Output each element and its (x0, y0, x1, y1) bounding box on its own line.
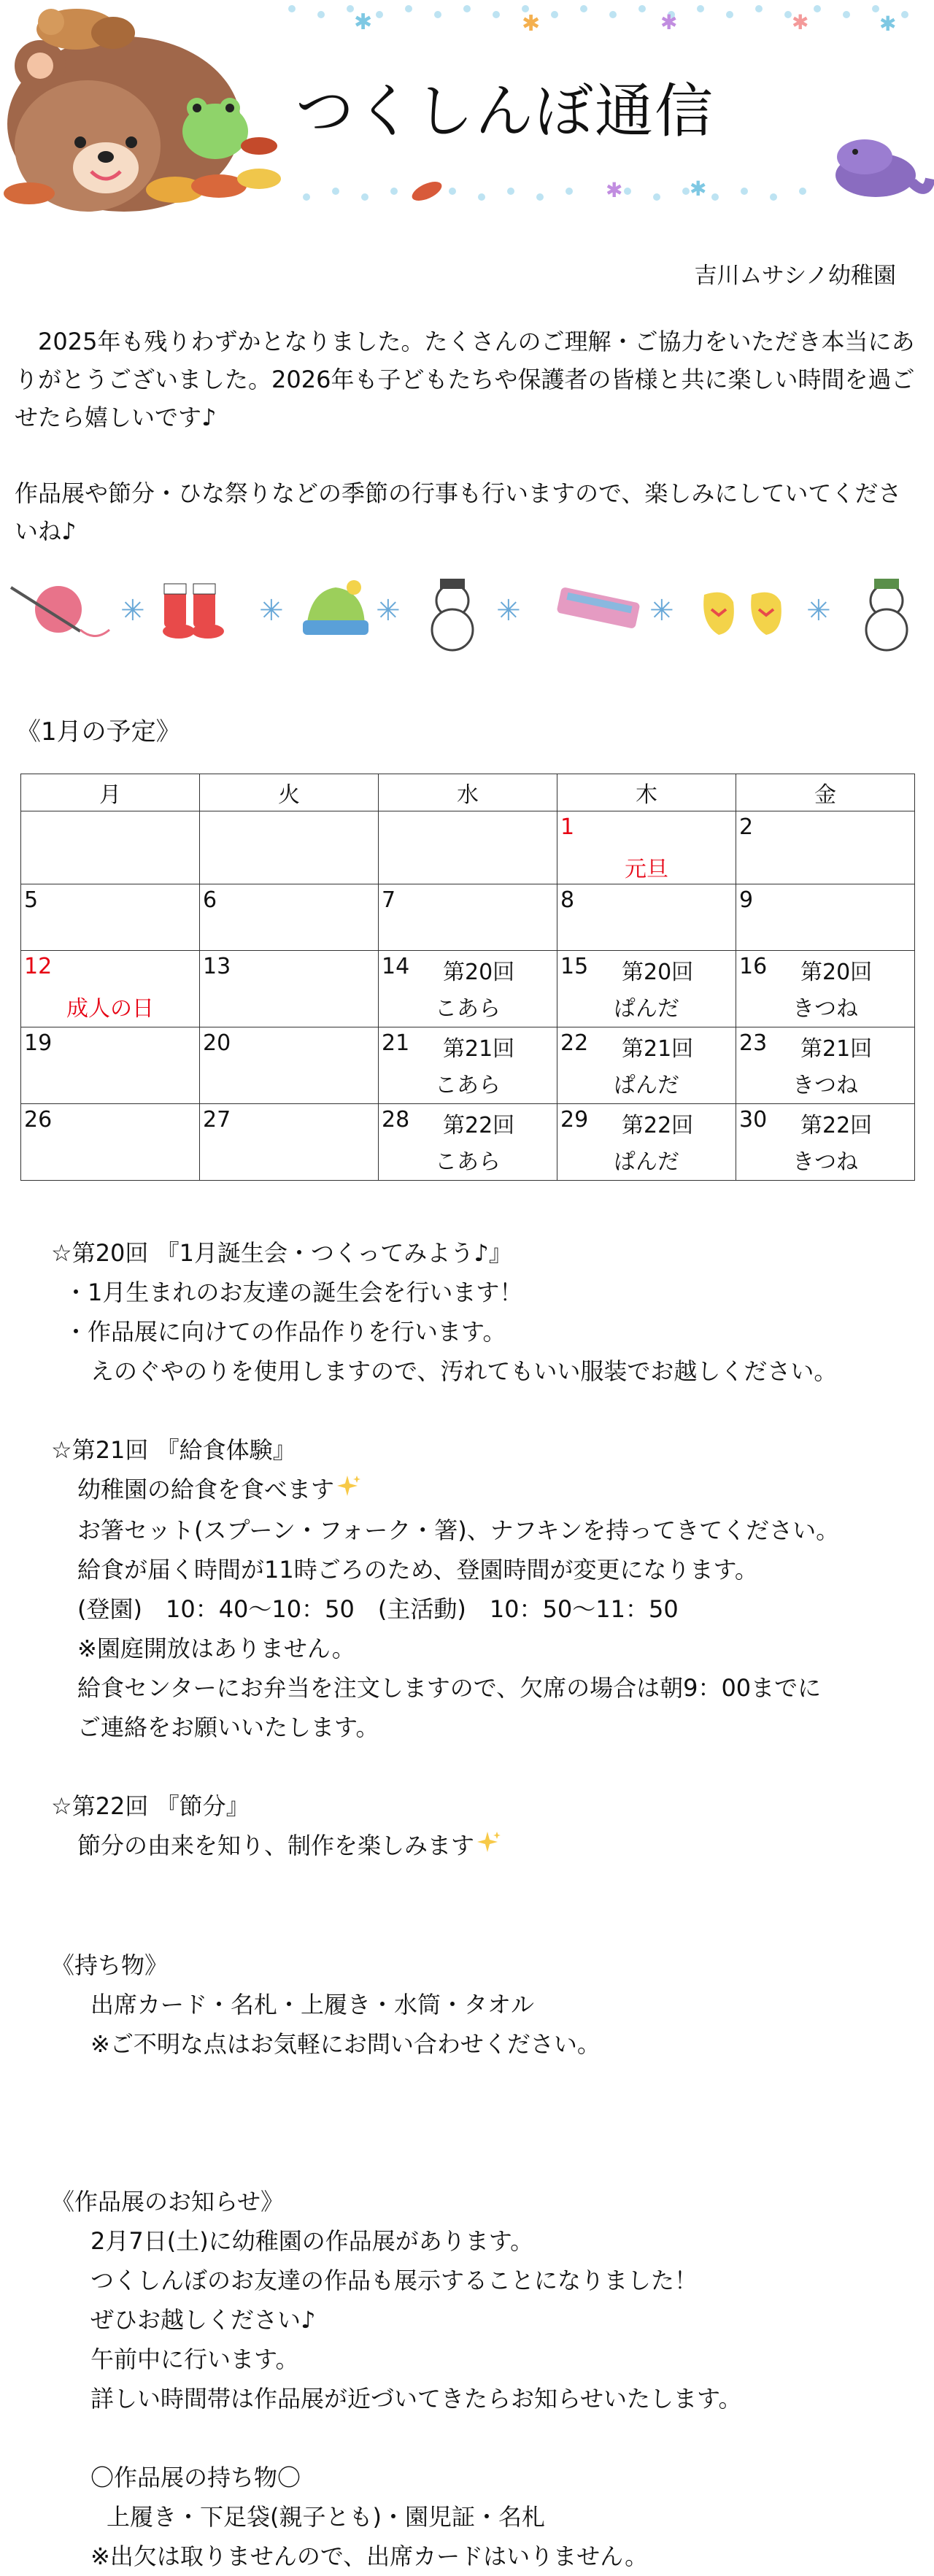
calendar-day-cell (736, 951, 915, 1027)
snowflake-icon: ✳ (649, 594, 674, 628)
svg-text:✱: ✱ (354, 9, 373, 35)
day-number: 20 (203, 1030, 231, 1056)
exhibition-items-heading: 〇作品展の持ち物〇 (90, 2464, 301, 2491)
day-number: 27 (203, 1107, 231, 1133)
session-number: 第22回 (622, 1113, 694, 1138)
intro-paragraph: 作品展や節分・ひな祭りなどの季節の行事も行いますので、楽しみにしていてくださいね♪ (15, 479, 902, 545)
belongings-line: ※ご不明な点はお気軽にお問い合わせください。 (90, 2030, 601, 2058)
svg-text:✱: ✱ (690, 177, 707, 201)
calendar-day-cell (21, 811, 200, 884)
day-number: 1 (560, 814, 575, 840)
session-line: ・1月生まれのお友達の誕生会を行います！ (64, 1279, 523, 1306)
calendar-day-cell (379, 951, 557, 1027)
page-title: つくしんぼ通信 (296, 77, 714, 145)
socks-icon (163, 584, 224, 639)
day-number: 12 (24, 954, 53, 979)
session-line-text: 幼稚園の給食を食べます (77, 1476, 335, 1503)
calendar-week-row (21, 884, 915, 951)
january-calendar (20, 774, 915, 1181)
calendar-week-row (21, 951, 915, 1027)
session-line: ご連絡をお願いいたします。 (77, 1713, 379, 1741)
snowman-icon (432, 579, 473, 650)
session-title: ☆第22回 『節分』 (51, 1792, 250, 1820)
calendar-day-cell (557, 884, 736, 951)
snake-icon (835, 139, 930, 197)
calendar-day-cell (200, 1104, 379, 1181)
day-number: 2 (739, 814, 754, 840)
session-line: お箸セット(スプーン・フォーク・箸)、ナフキンを持ってきてください。 (77, 1516, 840, 1544)
exhibition-line: 詳しい時間帯は作品展が近づいてきたらお知らせいたします。 (90, 2385, 742, 2413)
day-number: 13 (203, 954, 231, 979)
day-number: 14 (382, 954, 410, 979)
day-number: 21 (382, 1030, 410, 1056)
calendar-day-cell (379, 1104, 557, 1181)
section-heading: 《持ち物》 (51, 1951, 169, 1979)
frog-icon (182, 98, 248, 159)
day-number: 23 (739, 1030, 768, 1056)
session-number: 第20回 (800, 960, 873, 985)
calendar-day-cell (200, 951, 379, 1027)
squirrel-icon (36, 9, 135, 50)
calendar-day-cell (200, 1027, 379, 1104)
class-group-label: きつね (792, 1073, 858, 1098)
exhibition-line: ぜひお越しください♪ (90, 2306, 316, 2334)
calendar-day-cell (557, 1027, 736, 1104)
session-line: えのぐやのりを使用しますので、汚れてもいい服装でお越しください。 (90, 1357, 838, 1385)
day-number: 26 (24, 1107, 53, 1133)
header-banner (0, 0, 934, 219)
day-number: 6 (203, 887, 217, 913)
exhibition-note: ※出欠は取りませんので、出席カードはいりません。 (90, 2542, 649, 2570)
snowman-icon (866, 579, 907, 650)
session-title: ☆第21回 『給食体験』 (51, 1436, 296, 1464)
calendar-day-cell (21, 951, 200, 1027)
calendar-day-cell (736, 884, 915, 951)
calendar-day-cell (379, 1027, 557, 1104)
day-number: 30 (739, 1107, 768, 1133)
calendar-heading: 《1月の予定》 (16, 717, 181, 747)
intro-message (15, 323, 919, 550)
knit-hat-icon (303, 580, 368, 635)
sparkle-icon (337, 1471, 362, 1511)
weekday-header: 火 (200, 774, 379, 811)
svg-text:✱: ✱ (606, 178, 623, 202)
session-number: 第20回 (443, 960, 515, 985)
day-number: 5 (24, 887, 39, 913)
day-number: 9 (739, 887, 754, 913)
calendar-day-cell (379, 811, 557, 884)
holiday-label: 元旦 (625, 857, 668, 882)
session-line-text: 節分の由来を知り、制作を楽しみます (77, 1832, 475, 1859)
session-number: 第21回 (622, 1036, 694, 1062)
session-number: 第20回 (622, 960, 694, 985)
section-heading: 《作品展のお知らせ》 (51, 2188, 285, 2216)
snowflake-icon: ✳ (376, 594, 401, 628)
snowflake-icon: ✳ (120, 594, 145, 628)
day-number: 29 (560, 1107, 589, 1133)
yarn-icon (11, 586, 109, 636)
calendar-day-cell (557, 811, 736, 884)
day-number: 19 (24, 1030, 53, 1056)
class-group-label: こあら (435, 1149, 501, 1175)
calendar-day-cell (200, 884, 379, 951)
scarf-icon (556, 587, 640, 629)
day-number: 16 (739, 954, 768, 979)
calendar-day-cell (379, 884, 557, 951)
weekday-header: 金 (736, 774, 915, 811)
holiday-label: 成人の日 (66, 996, 154, 1022)
session-number: 第22回 (800, 1113, 873, 1138)
calendar-day-cell (21, 1027, 200, 1104)
weekday-header: 水 (379, 774, 557, 811)
class-group-label: こあら (435, 1073, 501, 1098)
session-line (51, 1470, 912, 1511)
session-line: ※園庭開放はありません。 (77, 1635, 355, 1662)
exhibition-line: 午前中に行います。 (90, 2345, 299, 2373)
class-group-label: きつね (792, 1149, 858, 1175)
leaf-icon (409, 178, 444, 205)
session-number: 第21回 (800, 1036, 873, 1062)
school-name: 吉川ムサシノ幼稚園 (694, 263, 896, 289)
sparkle-icon (477, 1827, 502, 1867)
calendar-week-row (21, 1027, 915, 1104)
session-line: ・作品展に向けての作品作りを行います。 (64, 1318, 506, 1346)
intro-paragraph: 2025年も残りわずかとなりました。たくさんのご理解・ご協力をいただき本当にありがとうございました。2026年も子どもたちや保護者の皆様と共に楽しい時間を過ごせたら嬉しいです♪ (15, 328, 915, 431)
session-number: 第21回 (443, 1036, 515, 1062)
class-group-label: ぱんだ (614, 1073, 679, 1098)
calendar-day-cell (200, 811, 379, 884)
calendar-week-row (21, 811, 915, 884)
weekday-header: 月 (21, 774, 200, 811)
calendar-day-cell (557, 1104, 736, 1181)
belongings-line: 出席カード・名札・上履き・水筒・タオル (90, 1991, 535, 2018)
calendar-day-cell (736, 811, 915, 884)
session-line: 給食が届く時間が11時ごろのため、登園時間が変更になります。 (77, 1556, 758, 1584)
calendar-day-cell (736, 1104, 915, 1181)
class-group-label: ぱんだ (614, 996, 679, 1022)
newsletter-body (51, 1233, 912, 2576)
day-number: 28 (382, 1107, 410, 1133)
calendar-day-cell (736, 1027, 915, 1104)
session-line (51, 1826, 912, 1867)
mittens-icon (703, 593, 781, 635)
snowflake-icon: ✳ (259, 594, 284, 628)
svg-text:✱: ✱ (792, 10, 809, 34)
exhibition-line: つくしんぼのお友達の作品も展示することになりました！ (90, 2267, 698, 2294)
day-number: 22 (560, 1030, 589, 1056)
day-number: 7 (382, 887, 396, 913)
session-title: ☆第20回 『1月誕生会・つくってみよう♪』 (51, 1239, 512, 1267)
exhibition-items: 上履き・下足袋(親子とも)・園児証・名札 (107, 2503, 545, 2531)
svg-text:✱: ✱ (879, 12, 897, 36)
winter-illustration-row (0, 573, 934, 653)
calendar-day-cell (557, 951, 736, 1027)
snowflake-icon: ✳ (806, 594, 831, 628)
session-number: 第22回 (443, 1113, 515, 1138)
calendar-week-row (21, 1104, 915, 1181)
weekday-header: 木 (557, 774, 736, 811)
day-number: 15 (560, 954, 589, 979)
svg-text:✱: ✱ (660, 10, 678, 34)
snowflake-icon: ✳ (496, 594, 521, 628)
calendar-day-cell (21, 1104, 200, 1181)
exhibition-line: 2月7日(土)に幼稚園の作品展があります。 (90, 2227, 534, 2255)
class-group-label: こあら (435, 996, 501, 1022)
session-line: (登園) 10：40～10：50 (主活動) 10：50～11：50 (77, 1595, 679, 1623)
class-group-label: きつね (792, 996, 858, 1022)
calendar-day-cell (21, 884, 200, 951)
session-line: 給食センターにお弁当を注文しますので、欠席の場合は朝9：00までに (77, 1674, 822, 1702)
svg-text:✱: ✱ (522, 11, 541, 36)
day-number: 8 (560, 887, 575, 913)
class-group-label: ぱんだ (614, 1149, 679, 1175)
